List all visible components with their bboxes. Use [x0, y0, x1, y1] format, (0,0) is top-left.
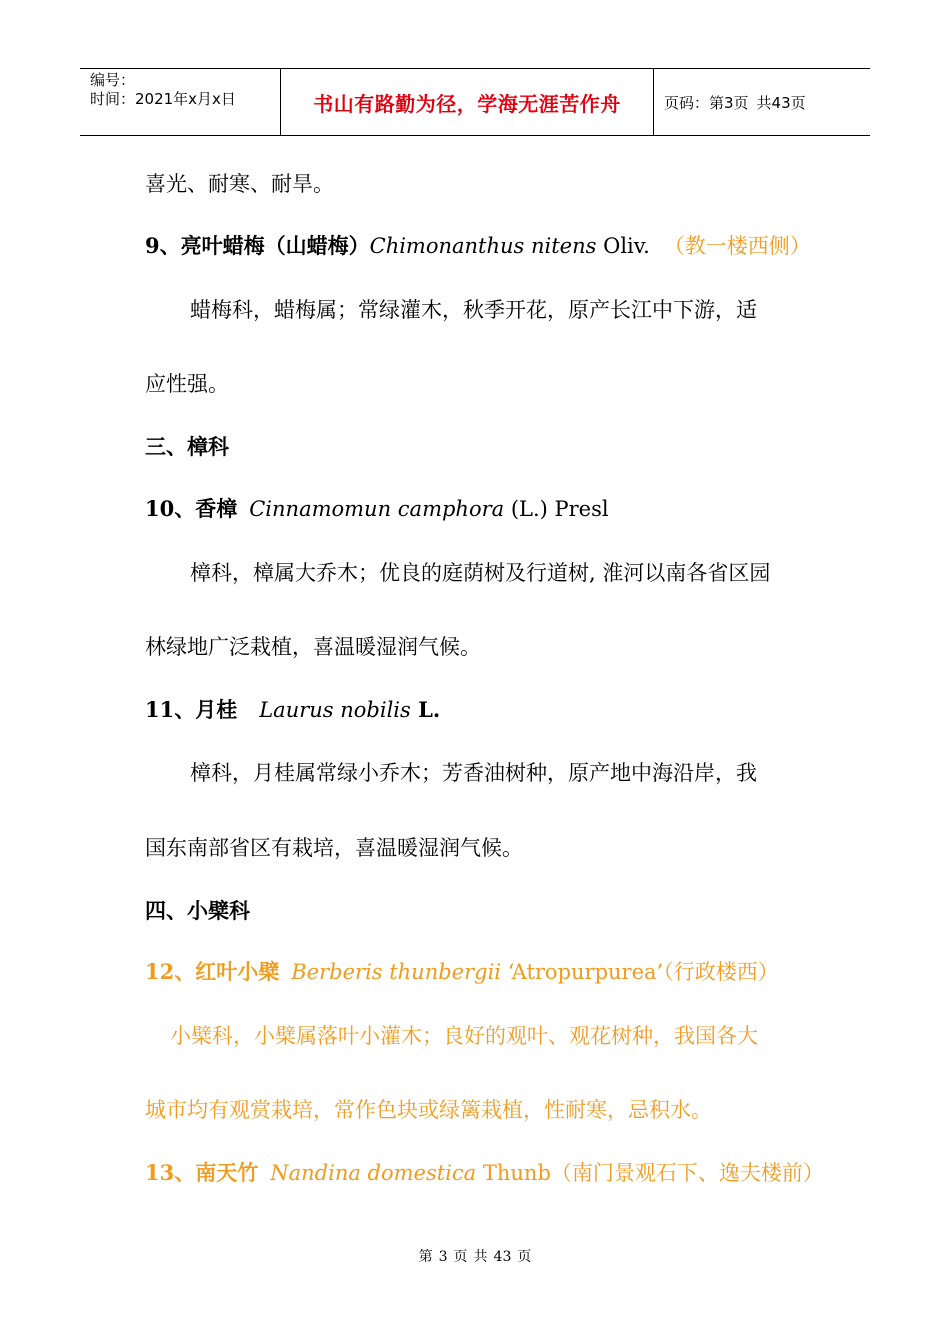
motto-text: 书山有路勤为径，学海无涯苦作舟 [313, 91, 621, 116]
entry-number: 13、南天竹 [145, 1160, 259, 1185]
plant-entry-12-title [145, 958, 779, 986]
latin-name: Nandina domestica [270, 1161, 477, 1185]
footer-text: 页 [517, 1249, 532, 1265]
footer-page-number: 3 [438, 1249, 448, 1265]
plant-entry-11-title [145, 696, 440, 724]
paragraph-line: 蜡梅科，蜡梅属；常绿灌木，秋季开花，原产长江中下游，适 [190, 298, 757, 322]
cultivar-and-location: ‘Atropurpurea’（行政楼西） [501, 960, 779, 984]
author-name: Oliv. [596, 234, 650, 258]
header-info-cell [80, 69, 281, 135]
section-heading: 四、小檗科 [145, 898, 250, 923]
plant-entry-13-title [145, 1159, 824, 1187]
footer-text: 共 [473, 1249, 488, 1265]
number-label: 编号： [90, 71, 136, 89]
entry-number: 9、亮叶蜡梅（山蜡梅） [145, 233, 370, 258]
paragraph-line: 城市均有观赏栽培，常作色块或绿篱栽植，性耐寒，忌积水。 [145, 1098, 712, 1122]
header-motto-cell [281, 69, 654, 135]
author-and-location: Thunb（南门景观石下、逸夫楼前） [476, 1161, 824, 1185]
paragraph-line: 喜光、耐寒、耐旱。 [145, 172, 334, 196]
plant-entry-10-title [145, 495, 609, 523]
entry-number: 10、香樟 [145, 496, 238, 521]
paragraph-line: 应性强。 [145, 372, 229, 396]
latin-name: Berberis thunbergii [291, 960, 502, 984]
location-note: （教一楼西侧） [663, 234, 811, 258]
latin-name: Cinnamomun camphora [249, 497, 505, 521]
entry-number: 11、月桂 [145, 697, 238, 722]
author-name: L. [410, 697, 441, 722]
latin-name: Laurus nobilis [259, 698, 411, 722]
paragraph-line: 林绿地广泛栽植，喜温暖湿润气候。 [145, 635, 481, 659]
page-footer [0, 1246, 950, 1266]
latin-name: Chimonanthus nitens [369, 234, 597, 258]
total-label: 共43页 [756, 93, 806, 112]
paragraph-line: 樟科，樟属大乔木；优良的庭荫树及行道树, 淮河以南各省区园 [190, 561, 771, 585]
paragraph-line: 樟科，月桂属常绿小乔木；芳香油树种，原产地中海沿岸，我 [190, 761, 757, 785]
author-name: (L.) Presl [504, 497, 609, 521]
plant-entry-9-title [145, 232, 811, 260]
footer-text: 页 [453, 1249, 468, 1265]
page-header [80, 68, 870, 136]
header-page-cell [654, 69, 870, 135]
paragraph-line: 国东南部省区有栽培，喜温暖湿润气候。 [145, 836, 523, 860]
date-label: 时间：2021年x月x日 [90, 90, 236, 108]
paragraph-line: 小檗科，小檗属落叶小灌木；良好的观叶、观花树种，我国各大 [170, 1024, 758, 1048]
section-heading: 三、樟科 [145, 434, 229, 459]
footer-text: 第 [418, 1249, 433, 1265]
entry-number: 12、红叶小檗 [145, 959, 280, 984]
footer-total-pages: 43 [493, 1249, 512, 1265]
page-label: 页码：第3页 [664, 93, 749, 112]
